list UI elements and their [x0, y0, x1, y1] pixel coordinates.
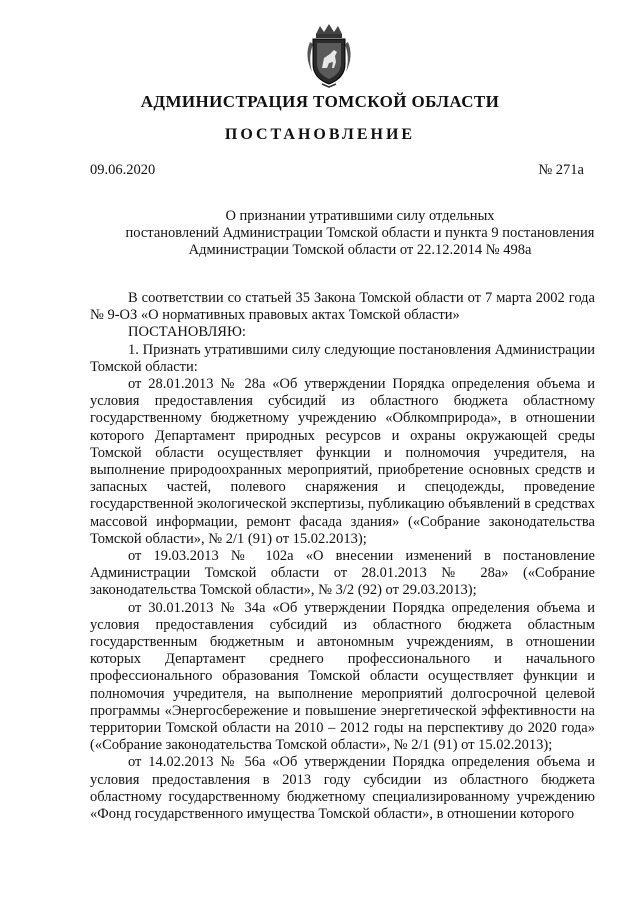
coat-of-arms-icon [300, 22, 358, 88]
act-paragraph: от 14.02.2013 № 56а «Об утверждении Порядка определения объема и условия предоставления в 2013 году субсидии из областного бюджета областному государственному бюджетному специализированному учреждению «Фонд государственного имущества Томской области», в отношении которого [90, 754, 595, 823]
subject-line: О признании утратившими силу отдельных [225, 208, 495, 224]
document-subject [100, 208, 620, 259]
organization-title: АДМИНИСТРАЦИЯ ТОМСКОЙ ОБЛАСТИ [140, 92, 500, 111]
decree-word: ПОСТАНОВЛЯЮ: [128, 324, 246, 341]
act-paragraph: от 19.03.2013 № 102а «О внесении изменений в постановление Администрации Томской области от 28.01.2013 № 28а» («Собрание законодательства Томской области», № 3/2 (92) от 29.03.2013); [90, 548, 595, 599]
subject-line: постановлений Администрации Томской области и пункта 9 постановления [125, 225, 595, 241]
act-paragraph: от 30.01.2013 № 34а «Об утверждении Порядка определения объема и условия предоставления субсидий из областного бюджета областным государственным бюджетным и автономным учреждениям, в отношении которых Департамент среднего профессионального и начального профессионального образования Томской области осуществляет функции и полномочия учредителя, на выполнение мероприятий долгосрочной целевой программы «Энергосбережение и повышение энергетической эффективности на территории Томской области на 2010 – 2012 годы на перспективу до 2020 года» («Собрание законодательства Томской области», № 2/1 (91) от 15.02.2013); [90, 599, 595, 754]
subject-line: Администрации Томской области от 22.12.2014 № 498а [188, 242, 532, 258]
document-body [90, 290, 595, 823]
item-1-paragraph: 1. Признать утратившими силу следующие постановления Администрации Томской области: [90, 341, 595, 375]
preamble-paragraph: В соответствии со статьей 35 Закона Томской области от 7 марта 2002 года № 9-ОЗ «О нормативных правовых актах Томской области» [90, 290, 595, 324]
document-date: 09.06.2020 [90, 162, 156, 178]
document-number: № 271а [538, 162, 584, 178]
document-type: ПОСТАНОВЛЕНИЕ [224, 126, 416, 143]
act-paragraph: от 28.01.2013 № 28а «Об утверждении Порядка определения объема и условия предоставления субсидий из областного бюджета областному государственному бюджетному учреждению «Облкомприрода», в отношении которого Департамент природных ресурсов и охраны окружающей среды Томской области осуществляет функции и полномочия учредителя, на выполнение природоохранных мероприятий, приобретение основных средств и запасных частей, полевого снаряжения и спецодежды, проведение государственной экологической экспертизы, публикацию объявлений в средствах массовой информации, ремонт фасада здания» («Собрание законодательства Томской области», № 2/1 (91) от 15.02.2013); [90, 376, 595, 547]
